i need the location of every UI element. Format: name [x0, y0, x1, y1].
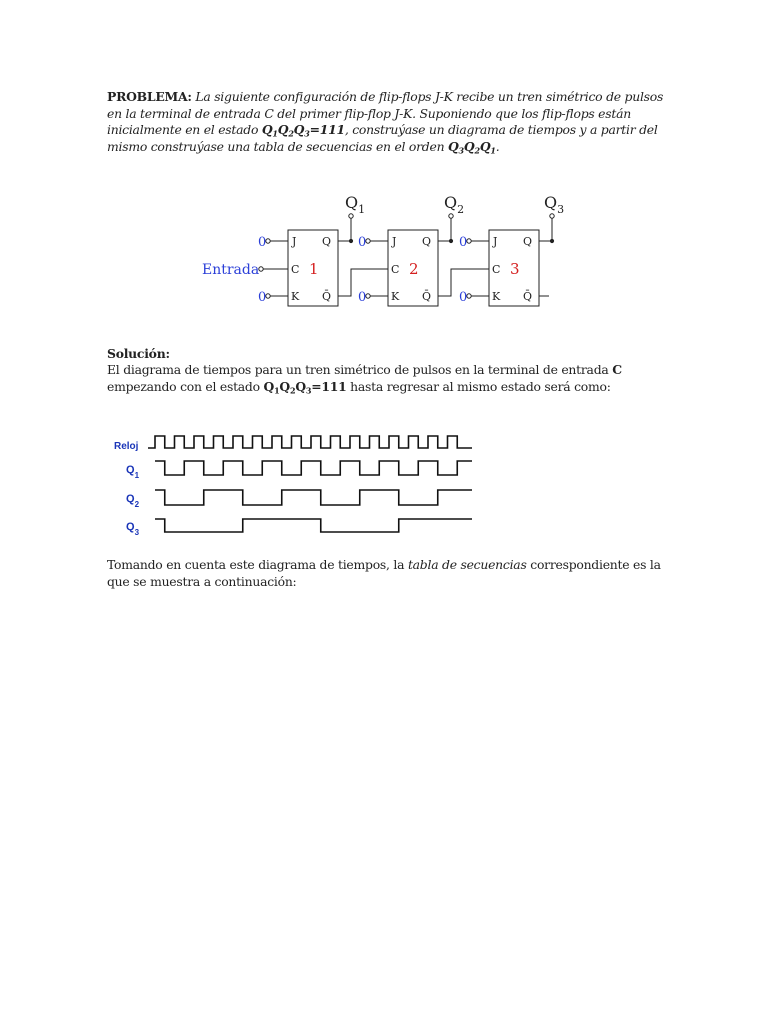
q2-output-wire: [438, 218, 451, 241]
ff2-k-zero: 0: [358, 290, 367, 305]
ff3-pin-q: Q: [523, 235, 533, 248]
clock-label: Reloj: [114, 441, 139, 452]
ff2-pin-k: K: [391, 290, 400, 303]
q1-output-wire: [338, 218, 351, 241]
problem-label: PROBLEMA:: [107, 89, 192, 104]
ff1-k-zero: 0: [258, 290, 267, 305]
ff1-number: 1: [309, 260, 319, 278]
qbar1-to-c2-wire: [338, 269, 370, 296]
ff1-pin-q: Q: [322, 235, 332, 248]
ff1-pin-qbar: Q̄: [322, 290, 332, 303]
q2-signal-label: $Q_2$: [126, 493, 140, 509]
solution-state: $Q_1Q_2Q_3=111$: [263, 378, 347, 395]
flipflop-2-box: [388, 230, 438, 306]
q2-waveform: [155, 490, 472, 505]
ff2-j-zero: 0: [358, 235, 367, 250]
ff2-pin-qbar: Q̄: [422, 290, 432, 303]
q1-waveform: [155, 461, 472, 475]
ff1-pin-j: J: [292, 235, 297, 248]
flipflop-1-box: [288, 230, 338, 306]
q3-output-label: $Q_3$: [544, 193, 565, 216]
solution-text: El diagrama de tiempos para un tren simétrico de pulsos en la terminal de entrada C empezando con el estado $Q_1Q_2Q_3=111$ hasta regresar al mismo estado será como:: [107, 362, 622, 395]
problem-statement: PROBLEMA: La siguiente configuración de flip-flops J-K recibe un tren simétrico de pulsos en la terminal de entrada C del primer flip-flop J-K. Suponiendo que los flip-flops están inicialmente en el estado $Q_1Q_2Q_3=111$, construýase un diagrama de tiempos y a partir del mismo construýase una tabla de secuencias en el orden $Q_3Q_2Q_1$.: [107, 89, 664, 155]
ff2-number: 2: [409, 260, 419, 278]
q3-output-wire: [539, 218, 552, 241]
ff2-pin-c: C: [391, 263, 400, 276]
q3-waveform: [155, 519, 472, 532]
q1-signal-label: $Q_1$: [126, 464, 140, 480]
sequence-table-intro: Tomando en cuenta este diagrama de tiempos, la tabla de secuencias correspondiente es la que se muestra a continuación:: [107, 557, 661, 589]
ff3-pin-c: C: [492, 263, 501, 276]
ff3-k-zero: 0: [459, 290, 468, 305]
ff3-pin-k: K: [492, 290, 501, 303]
clock-waveform: [148, 436, 472, 448]
input-label: Entrada: [202, 262, 260, 278]
q1-output-label: $Q_1$: [345, 193, 366, 216]
initial-state: $Q_1Q_2Q_3=111$: [261, 122, 345, 139]
q2-output-label: $Q_2$: [444, 193, 465, 216]
ff1-pin-c: C: [291, 263, 300, 276]
solution-heading: Solución:: [107, 346, 170, 361]
ff1-pin-k: K: [291, 290, 300, 303]
qbar2-to-c3-wire: [438, 269, 471, 296]
sequence-order: $Q_3Q_2Q_1$: [448, 138, 496, 155]
ff3-number: 3: [510, 260, 520, 278]
ff1-j-zero: 0: [258, 235, 267, 250]
problem-text-1: La siguiente configuración de flip-flops J-K recibe un tren simétrico de pulsos en la terminal de entrada C del primer flip-flop J-K. Suponiendo que los flip-flops están inicialmente en el estado: [107, 89, 664, 137]
q3-signal-label: $Q_3$: [126, 521, 140, 537]
ff3-pin-qbar: Q̄: [523, 290, 533, 303]
ff3-pin-j: J: [493, 235, 498, 248]
ff2-pin-j: J: [392, 235, 397, 248]
problem-text-2: , construýase un diagrama de tiempos y a partir del mismo construýase una tabla de secuencias en el orden: [107, 122, 658, 154]
flipflop-3-box: [489, 230, 539, 306]
ff2-pin-q: Q: [422, 235, 432, 248]
ff3-j-zero: 0: [459, 235, 468, 250]
